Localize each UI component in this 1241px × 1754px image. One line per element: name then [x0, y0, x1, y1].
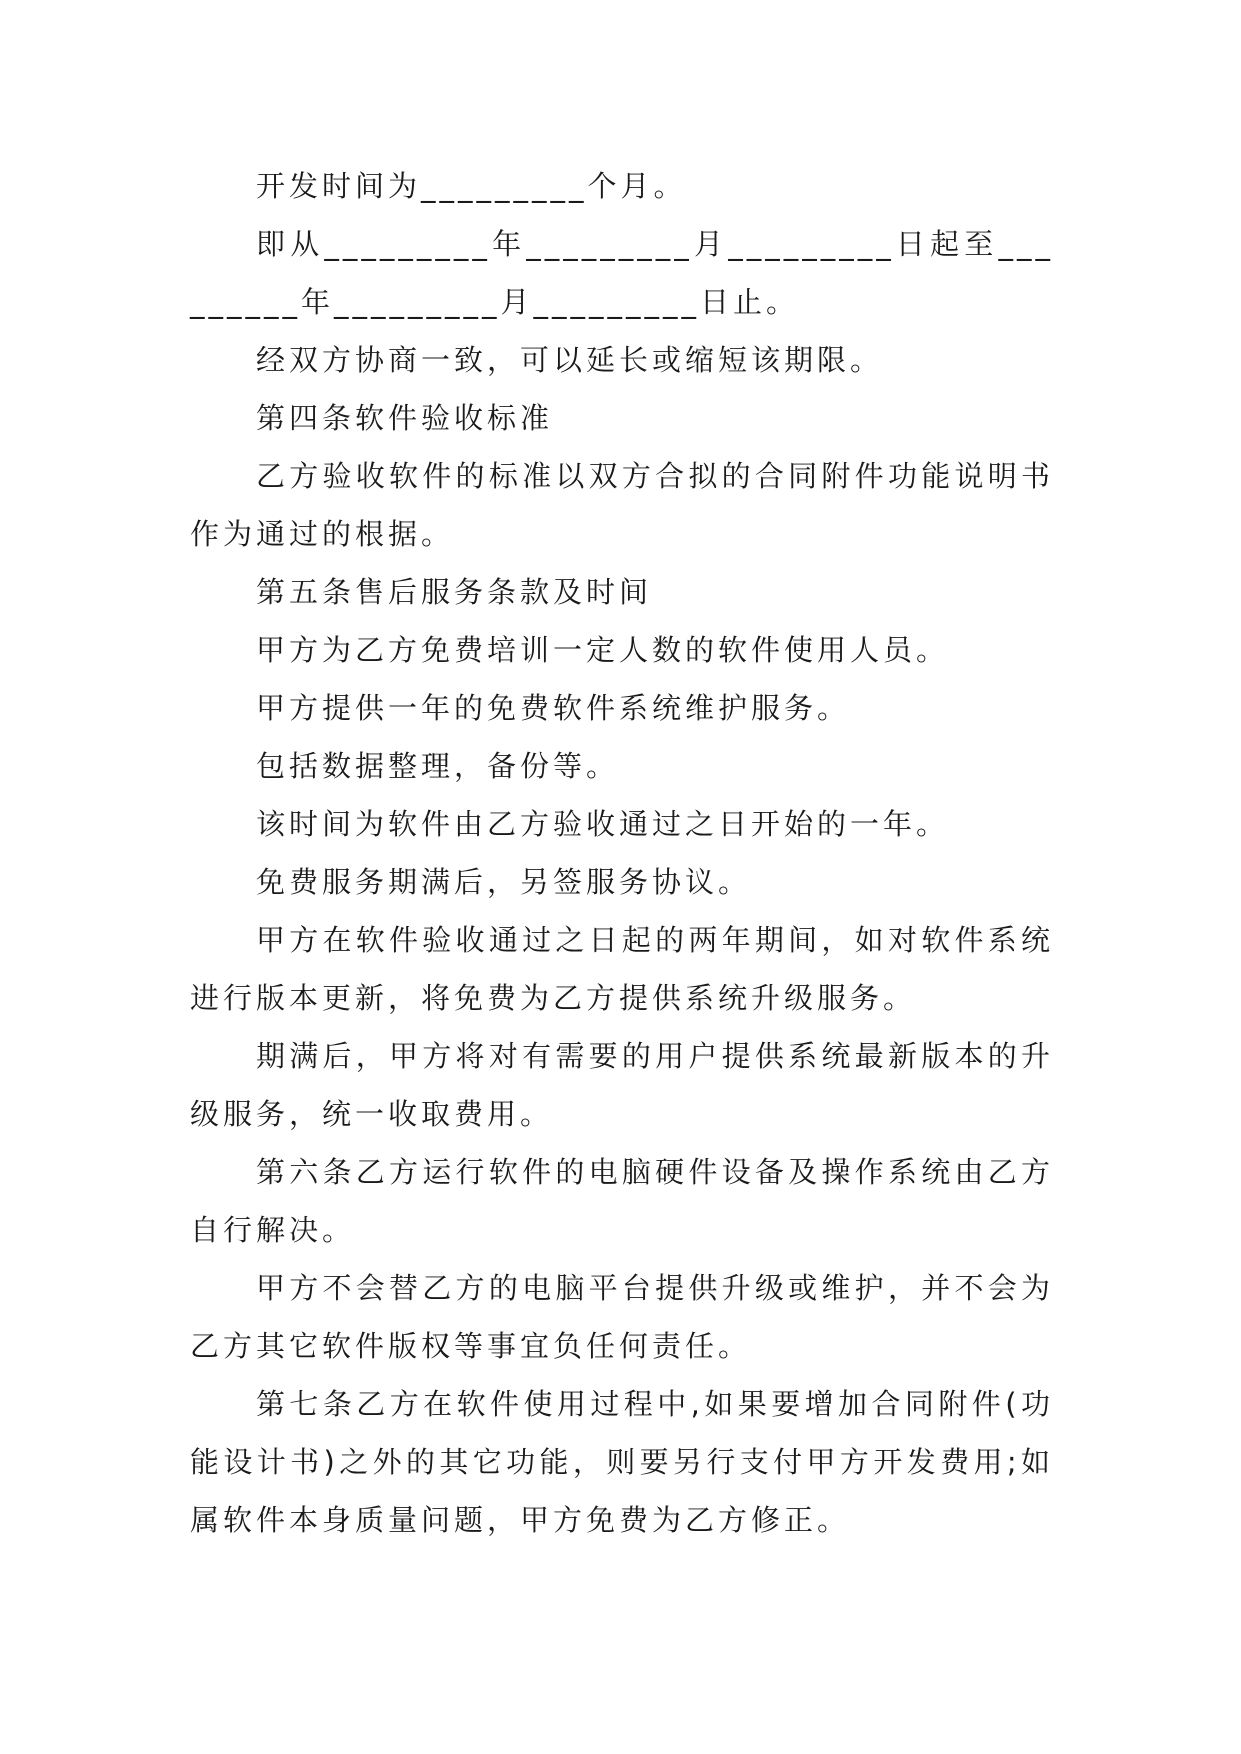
paragraph: 第七条乙方在软件使用过程中,如果要增加合同附件(功能设计书)之外的其它功能，则要另行支付甲方开发费用;如属软件本身质量问题，甲方免费为乙方修正。: [190, 1387, 1054, 1537]
paragraph: 甲方提供一年的免费软件系统维护服务。: [256, 691, 851, 725]
paragraph: 期满后，甲方将对有需要的用户提供系统最新版本的升级服务，统一收取费用。: [190, 1039, 1054, 1131]
paragraph: 即从_________年_________月_________日起至_________年_________月_________日止。: [190, 227, 1054, 319]
paragraph: 乙方验收软件的标准以双方合拟的合同附件功能说明书作为通过的根据。: [190, 459, 1054, 551]
paragraph: 该时间为软件由乙方验收通过之日开始的一年。: [256, 807, 950, 841]
paragraph: 包括数据整理，备份等。: [256, 749, 620, 783]
section-heading: 第五条售后服务条款及时间: [256, 575, 653, 609]
paragraph: 第六条乙方运行软件的电脑硬件设备及操作系统由乙方自行解决。: [190, 1155, 1054, 1247]
paragraph: 开发时间为_________个月。: [256, 169, 687, 203]
document-body: [190, 157, 1054, 1549]
paragraph: 经双方协商一致，可以延长或缩短该期限。: [256, 343, 884, 377]
paragraph: 甲方不会替乙方的电脑平台提供升级或维护，并不会为乙方其它软件版权等事宜负任何责任。: [190, 1271, 1054, 1363]
paragraph: 免费服务期满后，另签服务协议。: [256, 865, 752, 899]
paragraph: 甲方为乙方免费培训一定人数的软件使用人员。: [256, 633, 950, 667]
paragraph: 甲方在软件验收通过之日起的两年期间，如对软件系统进行版本更新，将免费为乙方提供系统升级服务。: [190, 923, 1054, 1015]
section-heading: 第四条软件验收标准: [256, 401, 554, 435]
